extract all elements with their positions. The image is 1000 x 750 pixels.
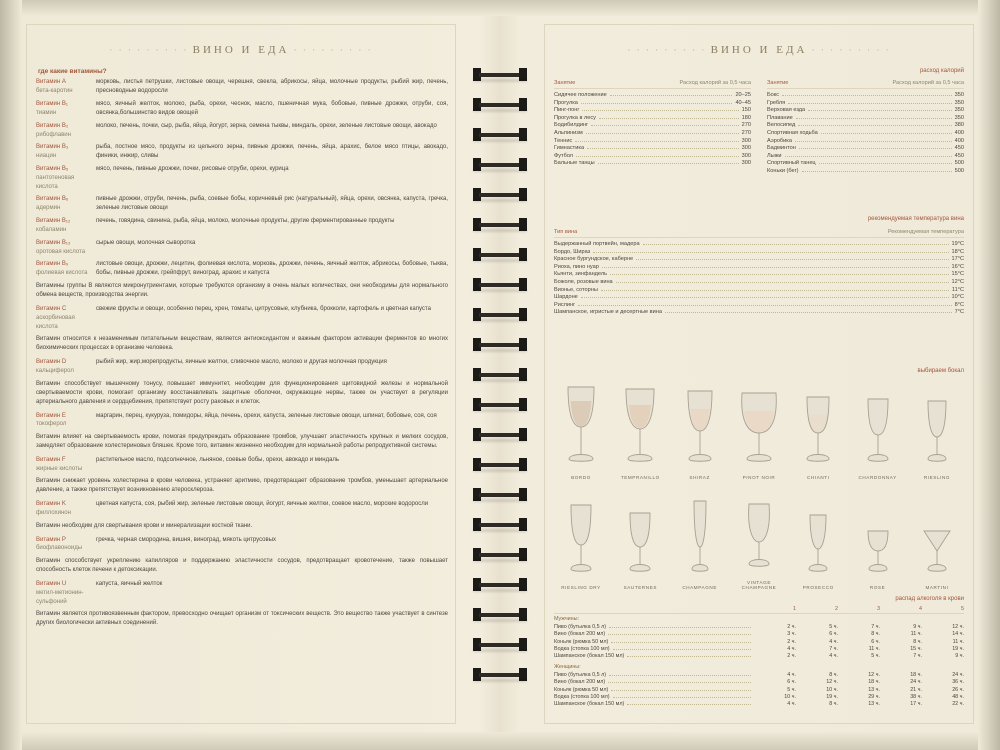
vitamin-sources: пивные дрожжи, отруби, печень, рыба, соевые бобы, коричневый рис (натуральный), яйца, орехи, овсянка, капуста, гречка, зеленые листовые овощи (96, 196, 448, 212)
glassware-row-1 (552, 380, 966, 480)
glass-vintage-champagne: VINTAGE CHAMPAGNE (730, 486, 788, 590)
right-page-title: ВИНО И ЕДА (710, 44, 808, 56)
vitamin-altname: оротовая кислота (36, 248, 86, 255)
table-row: Шампанское (бокал 150 мл) 4 ч. 8 ч. 13 ч. 17 ч. 22 ч. (554, 701, 964, 708)
table-row: Красное бургундское, каберне 17°C (554, 256, 964, 263)
temperature-caption: рекомендуемая температура вина (867, 216, 964, 222)
calories-column-left (554, 80, 751, 176)
alcohol-table (554, 606, 964, 709)
glass-chianti: CHIANTI (789, 381, 847, 480)
vitamin-name: Витамин B₆ (36, 196, 69, 203)
page-edge-left (0, 0, 22, 750)
table-row: Водка (стопка 100 мл) 4 ч. 7 ч. 11 ч. 15 ч. 19 ч. (554, 645, 964, 652)
vitamin-note: Витамин способствует укреплению капилляров и поддержанию эластичности сосудов, предотвращает кровотечение, также повышает способность клеток печени к детоксикации. (36, 558, 448, 574)
right-page (544, 24, 974, 724)
vitamin-sources: мясо, печень, пивные дрожжи, почки, рисовые отруби, орехи, курица (96, 166, 289, 173)
glass-chardonnay: CHARDONNAY (849, 381, 907, 480)
spiral-ring (473, 308, 527, 321)
spiral-ring (473, 548, 527, 561)
vitamin-note: Витамин относится к незаменимым питательным веществам, является антиоксидантом и важным фактором активации ферментов во многих биохимических процессах в организме человека. (36, 336, 448, 352)
vitamin-altname: пантотеновая кислота (36, 175, 75, 190)
vitamin-name: Витамин E (36, 412, 66, 419)
spiral-ring (473, 368, 527, 381)
calories-caption: расход калорий (919, 68, 964, 74)
temperature-table (554, 229, 964, 317)
spiral-ring (473, 428, 527, 441)
vitamin-b-note: Витамины группы B являются микронутриентами, которые требуются организму в очень малых количествах, они необходимы для нормального обмена веществ, производства энергии. (36, 283, 448, 299)
column-header-calories: Расход калорий за 0,5 часа (892, 80, 964, 86)
vitamin-altname: кальциферол (36, 367, 74, 374)
glass-riesling: RIESLING (908, 381, 966, 480)
left-page-header: · · · · · · · · · ВИНО И ЕДА · · · · · · · · · (109, 44, 373, 56)
table-row (36, 358, 448, 375)
glass-caption: выбираем бокал (917, 368, 964, 374)
vitamin-altname: метил-метионин-сульфоний (36, 589, 84, 605)
left-subtitle: где какие витамины? (38, 68, 107, 75)
calories-table (554, 80, 964, 176)
column-header-temperature: Рекомендуемая температура (887, 229, 964, 235)
alcohol-men-label: Мужчины: (554, 616, 580, 622)
table-row (36, 165, 448, 191)
vitamin-altname: бета-каротин (36, 87, 73, 94)
table-row: Прогулка 40–45 (554, 99, 751, 106)
calories-column-right (767, 80, 964, 176)
vitamin-sources: мясо, яичный желток, молоко, рыба, орехи, чеснок, масло, пшеничная мука, бобовые, пивные дрожжи, отруби, соя, овсянка,большинство видов овощей (96, 101, 448, 116)
vitamin-sources: листовые овощи, дрожжи, лецитин, фолиевая кислота, морковь, дрожжи, печень, яичный желток, абрикосы, бобовые, тыква, бобы, пивные дрожжи, грейпфрут, виноград, арахис и капуста (96, 261, 448, 277)
table-row: Аэробика 400 (767, 137, 964, 144)
vitamin-sources: сырые овощи, молочная сыворотка (96, 239, 196, 246)
vitamin-sources: свежие фрукты и овощи, особенно перец, хрен, томаты, цитрусовые, клубника, брокколи, картофель и цветная капуста (96, 306, 431, 313)
vitamin-name: Витамин B₃ (36, 144, 69, 151)
right-page-header: · · · · · · · · · ВИНО И ЕДА · · · · · · · · · (627, 44, 891, 56)
spiral-ring (473, 68, 527, 81)
vitamin-altname: кобаламин (36, 227, 67, 234)
table-row: Коньяк (рюмка 50 мл) 2 ч. 4 ч. 6 ч. 8 ч. 11 ч. (554, 638, 964, 645)
table-row (36, 412, 448, 429)
column-header-wine-type: Тип вина (554, 229, 578, 235)
table-row: Плавание 350 (767, 114, 964, 121)
vitamin-name: Витамин D (36, 359, 67, 366)
spiral-ring (473, 518, 527, 531)
spiral-ring (473, 638, 527, 651)
vitamin-sources: гречка, черная смородина, вишня, виноград, мякоть цитрусовых (96, 536, 277, 543)
table-row: Коньки (бег) 500 (767, 167, 964, 174)
column-header-calories: Расход калорий за 0,5 часа (679, 80, 751, 86)
vitamin-altname: жирные кислоты (36, 465, 83, 472)
table-row: Гребля 350 (767, 99, 964, 106)
alcohol-units-label (554, 606, 754, 612)
table-row: Риоха, пино нуар 16°C (554, 263, 964, 270)
left-page (26, 24, 456, 724)
vitamin-name: Витамин U (36, 581, 67, 588)
table-row: Бодибилдинг 270 (554, 122, 751, 129)
glass-shiraz: SHIRAZ (671, 381, 729, 480)
vitamin-altname: рибофлавин (36, 131, 71, 138)
spiral-ring (473, 338, 527, 351)
spiral-ring (473, 128, 527, 141)
table-row: Футбол 300 (554, 152, 751, 159)
table-row: Пиво (бутылка 0,5 л) 2 ч. 5 ч. 7 ч. 9 ч. 12 ч. (554, 624, 964, 630)
table-row (36, 456, 448, 473)
spiral-ring (473, 218, 527, 231)
table-row: Бадминтон 450 (767, 145, 964, 152)
table-row: Гимнастика 300 (554, 145, 751, 152)
table-row: Теннис 300 (554, 137, 751, 144)
vitamin-altname: филлохинон (36, 510, 71, 517)
table-row: Вионье, соторны 11°C (554, 286, 964, 293)
table-row: Сидячее положение 20–25 (554, 92, 751, 98)
spiral-ring (473, 398, 527, 411)
vitamin-sources: морковь, листья петрушки, листовые овощи, черешня, свекла, абрикосы, яйца, молочные продукты, рыбий жир, печень, пресноводные водоросли (96, 79, 448, 94)
table-row: Шампанское (бокал 150 мл) 2 ч. 4 ч. 5 ч. 7 ч. 9 ч. (554, 653, 964, 660)
spiral-ring (473, 188, 527, 201)
vitamin-sources: маргарин, перец, кукуруза, помидоры, яйца, печень, орехи, капуста, зеленые листовые овощи, шпинат, бобовые, соя, соя (96, 412, 437, 419)
table-row: Рислинг 8°C (554, 301, 964, 308)
vitamin-name: Витамин B₁₂ (36, 218, 71, 225)
vitamin-sources: печень, говядина, свинина, рыба, яйца, молоко, молочные продукты, другие ферментированные продукты (96, 218, 395, 225)
vitamin-name: Витамин B₉ (36, 261, 69, 268)
table-row (36, 536, 448, 553)
spiral-ring (473, 158, 527, 171)
table-row: Бокс 350 (767, 92, 964, 98)
spiral-ring (473, 458, 527, 471)
vitamin-name: Витамин K (36, 501, 66, 508)
vitamin-name: Витамин A (36, 79, 66, 85)
vitamin-sources: рыбий жир, жир,морепродукты, яичные желтки, сливочное масло, молоко и другая молочная продукция (96, 359, 387, 366)
table-row: Альпинизм 270 (554, 129, 751, 136)
spiral-ring (473, 248, 527, 261)
vitamin-name: Витамин B₁ (36, 101, 68, 107)
table-row: Верховая езда 350 (767, 107, 964, 114)
table-row: Лыжи 450 (767, 152, 964, 159)
vitamin-sources: рыба, постное мясо, продукты из цельного зерна, пивные дрожжи, печень, яйца, арахис, белое мясо птицы, авокадо, финики, инжир, сливы (96, 144, 448, 160)
table-row: Велосипед 380 (767, 122, 964, 129)
table-row (36, 239, 448, 256)
vitamin-note: Витамин влияет на свертываемость крови, помогая предупреждать образование тромбов, улучшает эластичность крупных и мелких сосудов, замедляет образование холестериновых бляшек. Кроме того, витамин жизненно необходим для нормальной работы репродуктивной системы. (36, 434, 448, 449)
glass-prosecco: PROSECCO (789, 491, 847, 590)
vitamin-name: Витамин C (36, 306, 67, 313)
table-row: Бордо, Шираз 18°C (554, 248, 964, 255)
vitamin-name: Витамин B₁₃ (36, 239, 71, 246)
alcohol-header-row: 1 2 3 4 5 (554, 606, 964, 614)
table-row: Коньяк (рюмка 50 мл) 5 ч. 10 ч. 13 ч. 21 ч. 26 ч. (554, 686, 964, 693)
glass-pinot-noir: PINOT NOIR (730, 381, 788, 480)
table-row: Прогулка в лесу 180 (554, 114, 751, 121)
table-row (36, 195, 448, 213)
table-row: Водка (стопка 100 мл) 10 ч. 19 ч. 29 ч. 38 ч. 48 ч. (554, 694, 964, 701)
table-row (36, 260, 448, 278)
glass-rose: ROSE (849, 491, 907, 590)
glass-champagne: CHAMPAGNE (671, 491, 729, 590)
glass-riesling-dry: RIESLING DRY (552, 491, 610, 590)
table-row: Пиво (бутылка 0,5 л) 4 ч. 8 ч. 12 ч. 18 ч. 24 ч. (554, 672, 964, 679)
table-row: Бальные танцы 300 (554, 160, 751, 167)
table-row: Шардоне 10°C (554, 294, 964, 301)
left-page-title: ВИНО И ЕДА (192, 44, 290, 56)
table-row: Пинг-понг 150 (554, 107, 751, 114)
table-row: Шампанское, игристые и десертные вина 7°C (554, 309, 964, 316)
vitamin-altname: тиамин (36, 109, 57, 116)
column-header-activity: Занятие (554, 80, 576, 86)
spiral-binding (465, 0, 535, 750)
vitamin-name: Витамин P (36, 536, 66, 543)
table-row (36, 217, 448, 234)
vitamin-name: Витамин B₅ (36, 166, 69, 173)
glass-bordo: BORDO (552, 381, 610, 480)
table-row (36, 143, 448, 161)
table-row: Вино (бокал 200 мл) 3 ч. 6 ч. 8 ч. 11 ч. 14 ч. (554, 631, 964, 638)
glass-sauternes: SAUTERNES (611, 491, 669, 590)
column-header-activity: Занятие (767, 80, 789, 86)
vitamin-sources: растительное масло, подсолнечное, льняное, соевые бобы, орехи, авокадо и миндаль (96, 457, 340, 463)
alcohol-caption: распад алкоголя в крови (895, 596, 964, 602)
table-row: Вино (бокал 200 мл) 6 ч. 12 ч. 18 ч. 24 ч. 36 ч. (554, 679, 964, 686)
table-row: Кьянти, зинфандель 15°C (554, 271, 964, 278)
vitamin-note: Витамин является противоязвенным фактором, превосходно очищает организм от токсических веществ. Это вещество также участвует в синтезе других биологически активных соединений. (36, 611, 448, 627)
spiral-ring (473, 608, 527, 621)
vitamin-note: Витамин снижает уровень холестерина в крови человека, устраняет аритмию, предотвращает образование тромбов, уменьшает артериальное давление, а также препятствует возникновению атеросклероза. (36, 478, 448, 494)
vitamin-altname: токоферол (36, 421, 67, 428)
spiral-ring (473, 668, 527, 681)
table-row (36, 78, 448, 96)
glass-martini: MARTINI (908, 491, 966, 590)
table-row (36, 100, 448, 118)
spiral-ring (473, 488, 527, 501)
vitamin-name: Витамин B₂ (36, 123, 69, 129)
vitamin-altname: биофлавоноиды (36, 545, 83, 552)
table-row: Божоле, розовые вина 12°C (554, 278, 964, 285)
spiral-ring (473, 278, 527, 291)
vitamin-note: Витамин способствует мышечному тонусу, повышает иммунитет, необходим для функционирования щитовидной железы и нормальной свертываемости крови, помогает организму восстанавливать защитные оболочки, окружающие нервы, также он участвует в регуляции артериального давления и сердцебиения, препятствует росту раковых и клеток. (36, 380, 448, 405)
table-row: Выдержанный портвейн, мадера 19°C (554, 241, 964, 247)
vitamin-altname: аскорбиновая кислота (36, 314, 75, 330)
glassware-row-2 (552, 490, 966, 590)
table-row (36, 305, 448, 331)
glass-tempranillo: TEMPRANILLO (611, 381, 669, 480)
vitamin-sources: молоко, печень, почки, сыр, рыба, яйца, йогурт, зерна, семена тыквы, миндаль, орехи, зеленые листовые овощи, авокадо (96, 123, 437, 129)
vitamin-sources: цветная капуста, соя, рыбий жир, зеленые листовые овощи, йогурт, яичные желтки, соевое масло, морские водоросли (96, 501, 429, 508)
vitamin-altname: ниацин (36, 153, 57, 160)
table-row: Спортивная ходьба 400 (767, 129, 964, 136)
spiral-ring (473, 578, 527, 591)
glassware-chart (552, 380, 966, 590)
table-row (36, 500, 448, 517)
spiral-ring (473, 98, 527, 111)
table-row (36, 580, 448, 606)
vitamin-altname: фолиевая кислота (36, 269, 88, 276)
page-edge-right (978, 0, 1000, 750)
vitamin-note: Витамин необходим для свертывания крови и минерализации костной ткани. (36, 522, 253, 529)
alcohol-women-label: Женщины: (554, 664, 581, 671)
table-row (36, 122, 448, 139)
vitamin-table (36, 78, 448, 633)
table-row: Спортивный танец 500 (767, 160, 964, 167)
vitamin-altname: адермин (36, 205, 61, 212)
vitamin-sources: капуста, яичный желток (96, 581, 163, 588)
vitamin-name: Витамин F (36, 457, 66, 463)
